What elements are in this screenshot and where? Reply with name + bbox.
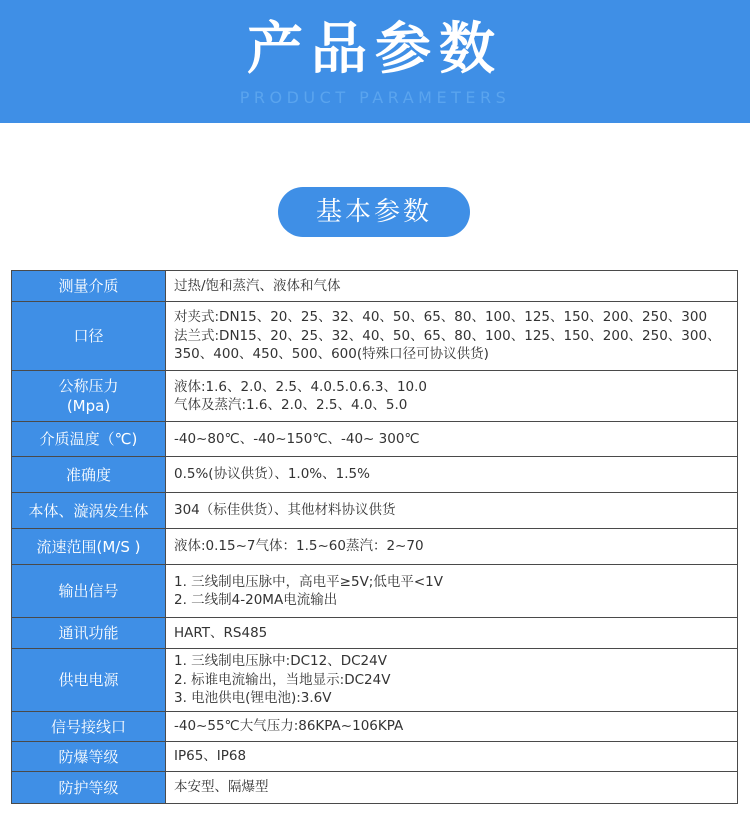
param-value-line: 0.5%(协议供货）、1.0%、1.5% (174, 466, 370, 483)
table-row (12, 422, 738, 457)
param-value (166, 371, 738, 422)
param-label (12, 618, 166, 649)
param-label-line: 测量介质 (58, 277, 119, 295)
table-row (12, 772, 738, 804)
table-row (12, 493, 738, 529)
param-value-line: 1. 三线制电压脉中，高电平≥5V;低电平<1V (174, 573, 443, 590)
table-row (12, 457, 738, 493)
param-label-line: 输出信号 (58, 582, 119, 600)
param-value-line: 2. 二线制4-20MA电流输出 (174, 592, 338, 608)
param-label-line: (Mpa) (66, 397, 111, 415)
param-label-line: 通讯功能 (58, 624, 119, 642)
param-value-line: 对夹式:DN15、20、25、32、40、50、65、80、100、125、150、200、250、300 (174, 309, 708, 326)
param-label-line: 信号接线口 (50, 717, 126, 736)
param-value-line: -40~55℃大气压力:86KPA~106KPA (174, 718, 404, 735)
param-label (12, 565, 166, 618)
param-label-line: 口径 (73, 327, 104, 345)
table-row (12, 618, 738, 649)
param-value (166, 712, 738, 742)
param-value-line: 本安型、隔爆型 (174, 779, 269, 796)
table-row (12, 742, 738, 772)
page-title: 产品参数 (247, 17, 503, 82)
section-title-badge: 基本参数 (278, 187, 470, 237)
param-value (166, 742, 738, 772)
param-value (166, 493, 738, 529)
param-value-line: HART、RS485 (174, 624, 268, 641)
param-value-line: 304（标佳供货）、其他材料协议供货 (174, 502, 396, 519)
table-row (12, 371, 738, 422)
table-row (12, 271, 738, 302)
param-label-line: 供电电源 (58, 671, 119, 689)
param-label-line: 流速范围(M/S ) (36, 537, 141, 556)
param-value (166, 302, 738, 371)
param-value-line: 液体:0.15~7气体：1.5~60蒸汽：2~70 (174, 538, 424, 555)
param-value (166, 422, 738, 457)
table-row (12, 302, 738, 371)
table-row (12, 529, 738, 565)
param-value (166, 271, 738, 302)
param-label (12, 457, 166, 493)
param-label (12, 493, 166, 529)
param-label (12, 742, 166, 772)
param-value-line: 液体:1.6、2.0、2.5、4.0.5.0.6.3、10.0 (174, 378, 428, 395)
param-value (166, 565, 738, 618)
param-value-line: 1. 三线制电压脉中:DC12、DC24V (174, 653, 387, 670)
param-value-line: 2. 标谁电流输出，当地显示:DC24V (174, 671, 391, 688)
param-value-line: 过热/饱和蒸汽、液体和气体 (174, 277, 341, 294)
param-label-line: 本体、漩涡发生体 (28, 501, 149, 520)
page-subtitle: PRODUCT PARAMETERS (239, 88, 511, 107)
parameters-table (11, 270, 738, 804)
param-value (166, 649, 738, 712)
param-value-line: 350、400、450、500、600(特殊口径可协议供货) (174, 346, 489, 363)
table-row (12, 565, 738, 618)
table-row (12, 649, 738, 712)
param-value-line: IP65、IP68 (174, 748, 247, 765)
param-value-line: 气体及蒸汽:1.6、2.0、2.5、4.0、5.0 (174, 397, 408, 413)
param-label (12, 371, 166, 422)
param-label-line: 准确度 (65, 465, 111, 484)
param-label-line: 防爆等级 (58, 747, 119, 766)
param-label (12, 302, 166, 371)
param-value (166, 457, 738, 493)
param-label (12, 271, 166, 302)
param-label (12, 772, 166, 804)
param-value (166, 618, 738, 649)
header-banner (0, 0, 750, 123)
param-value-line: -40~80℃、-40~150℃、-40~ 300℃ (174, 430, 420, 447)
param-value (166, 772, 738, 804)
param-value-line: 法兰式:DN15、20、25、32、40、50、65、80、100、125、150、200、250、300、 (174, 327, 721, 344)
param-value-line: 3. 电池供电(锂电池):3.6V (174, 690, 332, 707)
param-value (166, 529, 738, 565)
param-label-line: 介质温度（℃) (39, 430, 138, 448)
param-label (12, 529, 166, 565)
param-label (12, 712, 166, 742)
table-row (12, 712, 738, 742)
param-label-line: 公称压力 (58, 377, 119, 395)
param-label (12, 649, 166, 712)
param-label (12, 422, 166, 457)
param-label-line: 防护等级 (58, 778, 119, 797)
